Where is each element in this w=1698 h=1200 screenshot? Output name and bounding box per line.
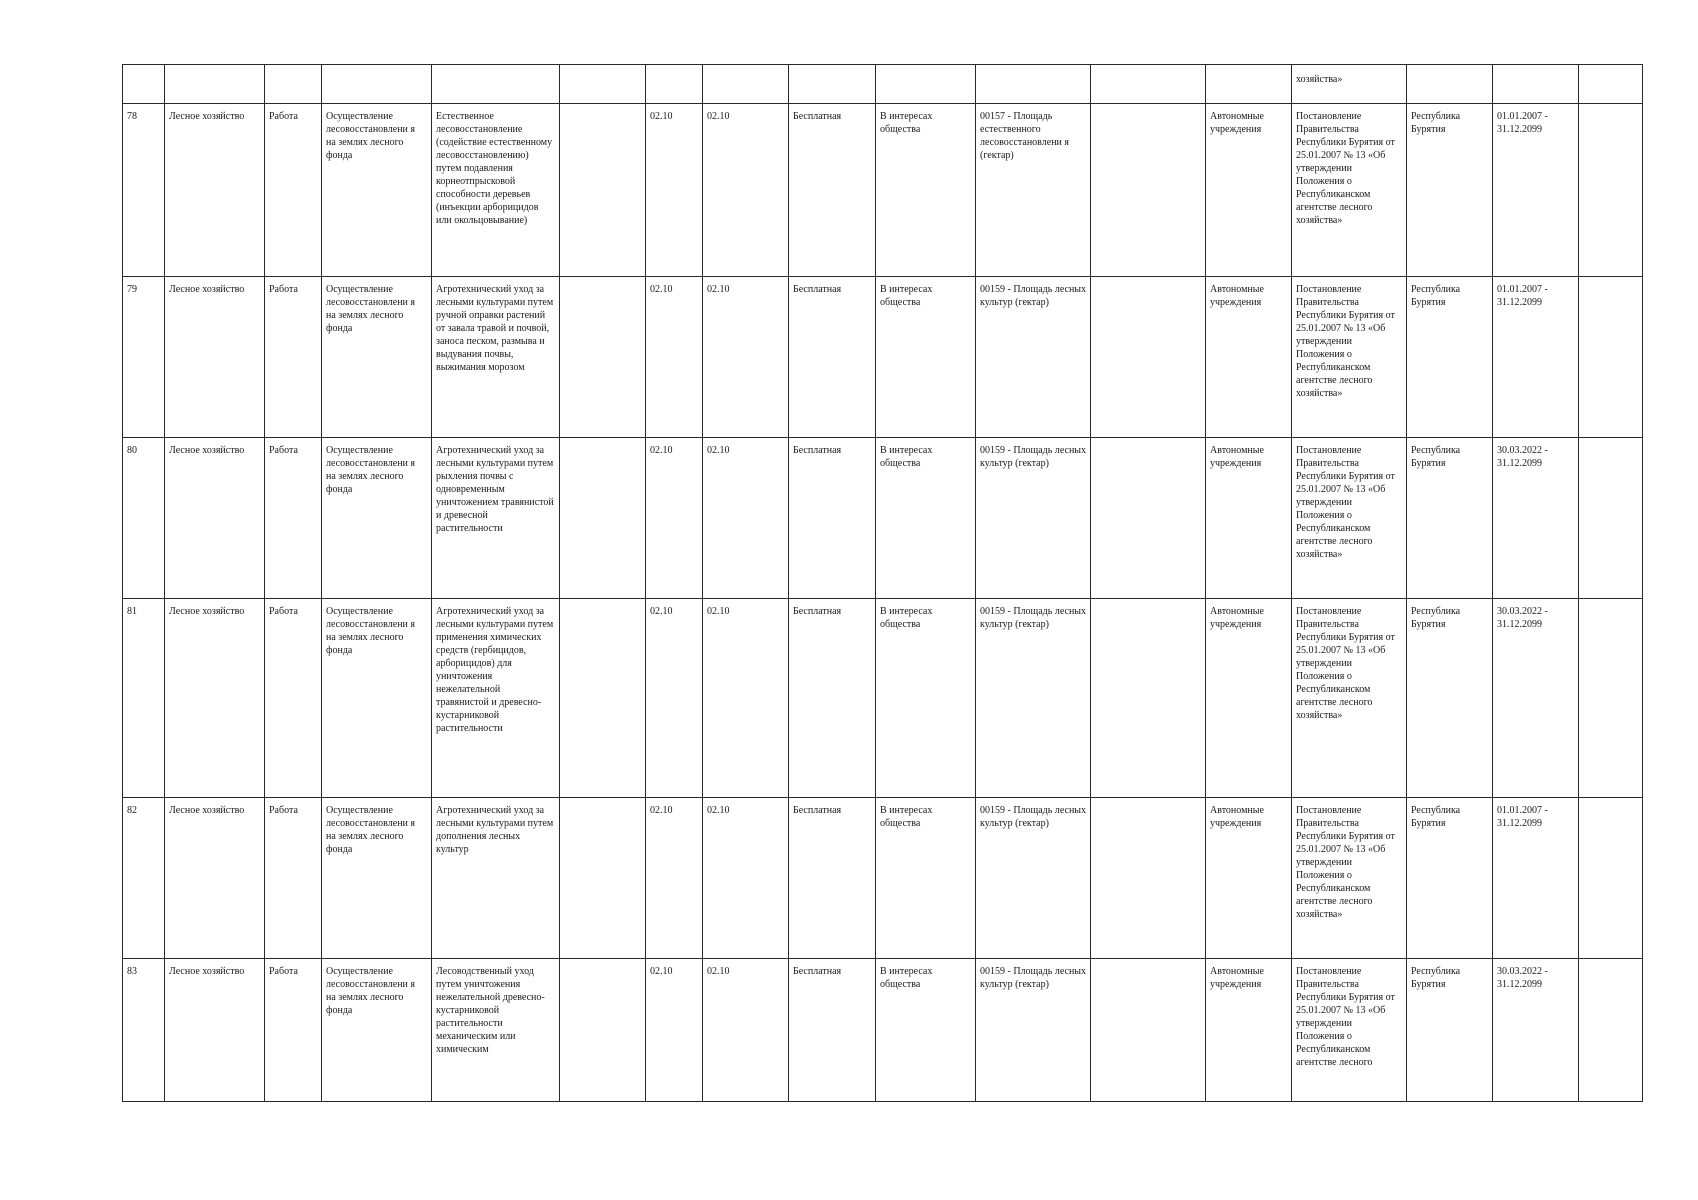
cell-period: 01.01.2007 - 31.12.2099 — [1493, 798, 1579, 959]
cell-code1: 02.10 — [646, 599, 703, 798]
cell-payment: Бесплатная — [789, 959, 876, 1102]
cell-number: 83 — [123, 959, 165, 1102]
cell-empty — [1091, 438, 1206, 599]
cell-name: Осуществление лесовосстановлени я на землях лесного фонда — [322, 104, 432, 277]
table-row — [123, 959, 1643, 1102]
cell-empty — [703, 65, 789, 104]
cell-period: 01.01.2007 - 31.12.2099 — [1493, 277, 1579, 438]
cell-empty — [560, 104, 646, 277]
cell-sector: Лесное хозяйство — [165, 438, 265, 599]
cell-kind: Работа — [265, 438, 322, 599]
cell-empty — [1493, 65, 1579, 104]
cell-period: 30.03.2022 - 31.12.2099 — [1493, 959, 1579, 1102]
table-row — [123, 599, 1643, 798]
registry-page — [122, 64, 1643, 1102]
cell-empty — [1579, 65, 1643, 104]
cell-interest: В интересах общества — [876, 599, 976, 798]
cell-empty — [1579, 438, 1643, 599]
cell-code1: 02.10 — [646, 959, 703, 1102]
cell-interest: В интересах общества — [876, 959, 976, 1102]
cell-number: 80 — [123, 438, 165, 599]
cell-code2: 02.10 — [703, 438, 789, 599]
cell-interest: В интересах общества — [876, 438, 976, 599]
cell-indicator: 00157 - Площадь естественного лесовосстановлени я (гектар) — [976, 104, 1091, 277]
cell-name: Осуществление лесовосстановлени я на землях лесного фонда — [322, 798, 432, 959]
cell-empty — [165, 65, 265, 104]
cell-code2: 02.10 — [703, 599, 789, 798]
cell-kind: Работа — [265, 798, 322, 959]
cell-code1: 02.10 — [646, 798, 703, 959]
cell-payment: Бесплатная — [789, 599, 876, 798]
cell-name: Осуществление лесовосстановлени я на землях лесного фонда — [322, 277, 432, 438]
cell-indicator: 00159 - Площадь лесных культур (гектар) — [976, 438, 1091, 599]
cell-empty — [560, 599, 646, 798]
cell-empty — [560, 277, 646, 438]
table-row — [123, 438, 1643, 599]
cell-interest: В интересах общества — [876, 277, 976, 438]
cell-empty — [560, 959, 646, 1102]
cell-interest: В интересах общества — [876, 798, 976, 959]
cell-name: Осуществление лесовосстановлени я на землях лесного фонда — [322, 959, 432, 1102]
cell-empty — [1407, 65, 1493, 104]
cell-basis: Постановление Правительства Республики Бурятия от 25.01.2007 № 13 «Об утверждении Положения о Республиканском агентстве лесного хозяйства» — [1292, 438, 1407, 599]
cell-empty — [1091, 277, 1206, 438]
cell-institution: Автономные учреждения — [1206, 599, 1292, 798]
cell-basis: Постановление Правительства Республики Бурятия от 25.01.2007 № 13 «Об утверждении Положения о Республиканском агентстве лесного хозяйства» — [1292, 599, 1407, 798]
cell-empty — [1579, 277, 1643, 438]
cell-payment: Бесплатная — [789, 798, 876, 959]
cell-code2: 02.10 — [703, 959, 789, 1102]
cell-content: Лесоводственный уход путем уничтожения нежелательной древесно-кустарниковой растительности механическим или химическим — [432, 959, 560, 1102]
cell-kind: Работа — [265, 599, 322, 798]
cell-institution: Автономные учреждения — [1206, 959, 1292, 1102]
cell-content: Агротехнический уход за лесными культурами путем ручной оправки растений от завала травой и почвой, заноса песком, размыва и выдувания почвы, выжимания морозом — [432, 277, 560, 438]
cell-basis: Постановление Правительства Республики Бурятия от 25.01.2007 № 13 «Об утверждении Положения о Республиканском агентстве лесного хозяйства» — [1292, 798, 1407, 959]
cell-interest: В интересах общества — [876, 104, 976, 277]
cell-empty — [1091, 104, 1206, 277]
cell-empty — [789, 65, 876, 104]
cell-sector: Лесное хозяйство — [165, 798, 265, 959]
cell-region: Республика Бурятия — [1407, 104, 1493, 277]
cell-indicator: 00159 - Площадь лесных культур (гектар) — [976, 959, 1091, 1102]
cell-region: Республика Бурятия — [1407, 959, 1493, 1102]
cell-institution: Автономные учреждения — [1206, 438, 1292, 599]
cell-code2: 02.10 — [703, 798, 789, 959]
cell-payment: Бесплатная — [789, 104, 876, 277]
cell-empty — [560, 65, 646, 104]
cell-number: 81 — [123, 599, 165, 798]
cell-code1: 02.10 — [646, 438, 703, 599]
cell-empty — [560, 798, 646, 959]
table-row-continuation — [123, 65, 1643, 104]
cell-payment: Бесплатная — [789, 277, 876, 438]
cell-content: Агротехнический уход за лесными культурами путем рыхления почвы с одновременным уничтожением травянистой и древесной растительности — [432, 438, 560, 599]
cell-empty — [1579, 959, 1643, 1102]
cell-empty — [1579, 599, 1643, 798]
cell-content: Агротехнический уход за лесными культурами путем применения химических средств (гербицидов, арборицидов) для уничтожения нежелательной травянистой и древесно-кустарниковой растительности — [432, 599, 560, 798]
cell-basis: Постановление Правительства Республики Бурятия от 25.01.2007 № 13 «Об утверждении Положения о Республиканском агентстве лесного хозяйства» — [1292, 277, 1407, 438]
cell-basis-fragment: хозяйства» — [1292, 65, 1407, 104]
cell-indicator: 00159 - Площадь лесных культур (гектар) — [976, 599, 1091, 798]
cell-empty — [1206, 65, 1292, 104]
cell-sector: Лесное хозяйство — [165, 277, 265, 438]
cell-institution: Автономные учреждения — [1206, 798, 1292, 959]
cell-number: 79 — [123, 277, 165, 438]
cell-name: Осуществление лесовосстановлени я на землях лесного фонда — [322, 438, 432, 599]
cell-name: Осуществление лесовосстановлени я на землях лесного фонда — [322, 599, 432, 798]
cell-basis: Постановление Правительства Республики Бурятия от 25.01.2007 № 13 «Об утверждении Положения о Республиканском агентстве лесного — [1292, 959, 1407, 1102]
cell-empty — [646, 65, 703, 104]
cell-period: 01.01.2007 - 31.12.2099 — [1493, 104, 1579, 277]
cell-content: Естественное лесовосстановление (содействие естественному лесовосстановлению) путем подавления корнеотпрысковой способности деревьев (инъекции арборицидов или окольцовывание) — [432, 104, 560, 277]
cell-content: Агротехнический уход за лесными культурами путем дополнения лесных культур — [432, 798, 560, 959]
cell-region: Республика Бурятия — [1407, 599, 1493, 798]
cell-period: 30.03.2022 - 31.12.2099 — [1493, 438, 1579, 599]
cell-empty — [976, 65, 1091, 104]
cell-empty — [432, 65, 560, 104]
table-row — [123, 798, 1643, 959]
cell-sector: Лесное хозяйство — [165, 599, 265, 798]
cell-empty — [1579, 798, 1643, 959]
cell-empty — [322, 65, 432, 104]
cell-code1: 02.10 — [646, 277, 703, 438]
cell-region: Республика Бурятия — [1407, 438, 1493, 599]
cell-sector: Лесное хозяйство — [165, 959, 265, 1102]
cell-empty — [1091, 798, 1206, 959]
cell-region: Республика Бурятия — [1407, 798, 1493, 959]
cell-empty — [1091, 959, 1206, 1102]
cell-kind: Работа — [265, 277, 322, 438]
cell-code1: 02.10 — [646, 104, 703, 277]
cell-empty — [1091, 599, 1206, 798]
cell-indicator: 00159 - Площадь лесных культур (гектар) — [976, 277, 1091, 438]
table-row — [123, 104, 1643, 277]
cell-empty — [123, 65, 165, 104]
cell-empty — [1091, 65, 1206, 104]
cell-empty — [265, 65, 322, 104]
cell-payment: Бесплатная — [789, 438, 876, 599]
cell-kind: Работа — [265, 104, 322, 277]
cell-institution: Автономные учреждения — [1206, 277, 1292, 438]
cell-kind: Работа — [265, 959, 322, 1102]
cell-empty — [1579, 104, 1643, 277]
cell-basis: Постановление Правительства Республики Бурятия от 25.01.2007 № 13 «Об утверждении Положения о Республиканском агентстве лесного хозяйства» — [1292, 104, 1407, 277]
cell-code2: 02.10 — [703, 104, 789, 277]
cell-number: 78 — [123, 104, 165, 277]
cell-sector: Лесное хозяйство — [165, 104, 265, 277]
cell-institution: Автономные учреждения — [1206, 104, 1292, 277]
cell-region: Республика Бурятия — [1407, 277, 1493, 438]
table-row — [123, 277, 1643, 438]
cell-empty — [876, 65, 976, 104]
cell-empty — [560, 438, 646, 599]
cell-number: 82 — [123, 798, 165, 959]
services-registry-table — [122, 64, 1643, 1102]
cell-code2: 02.10 — [703, 277, 789, 438]
cell-period: 30.03.2022 - 31.12.2099 — [1493, 599, 1579, 798]
cell-indicator: 00159 - Площадь лесных культур (гектар) — [976, 798, 1091, 959]
